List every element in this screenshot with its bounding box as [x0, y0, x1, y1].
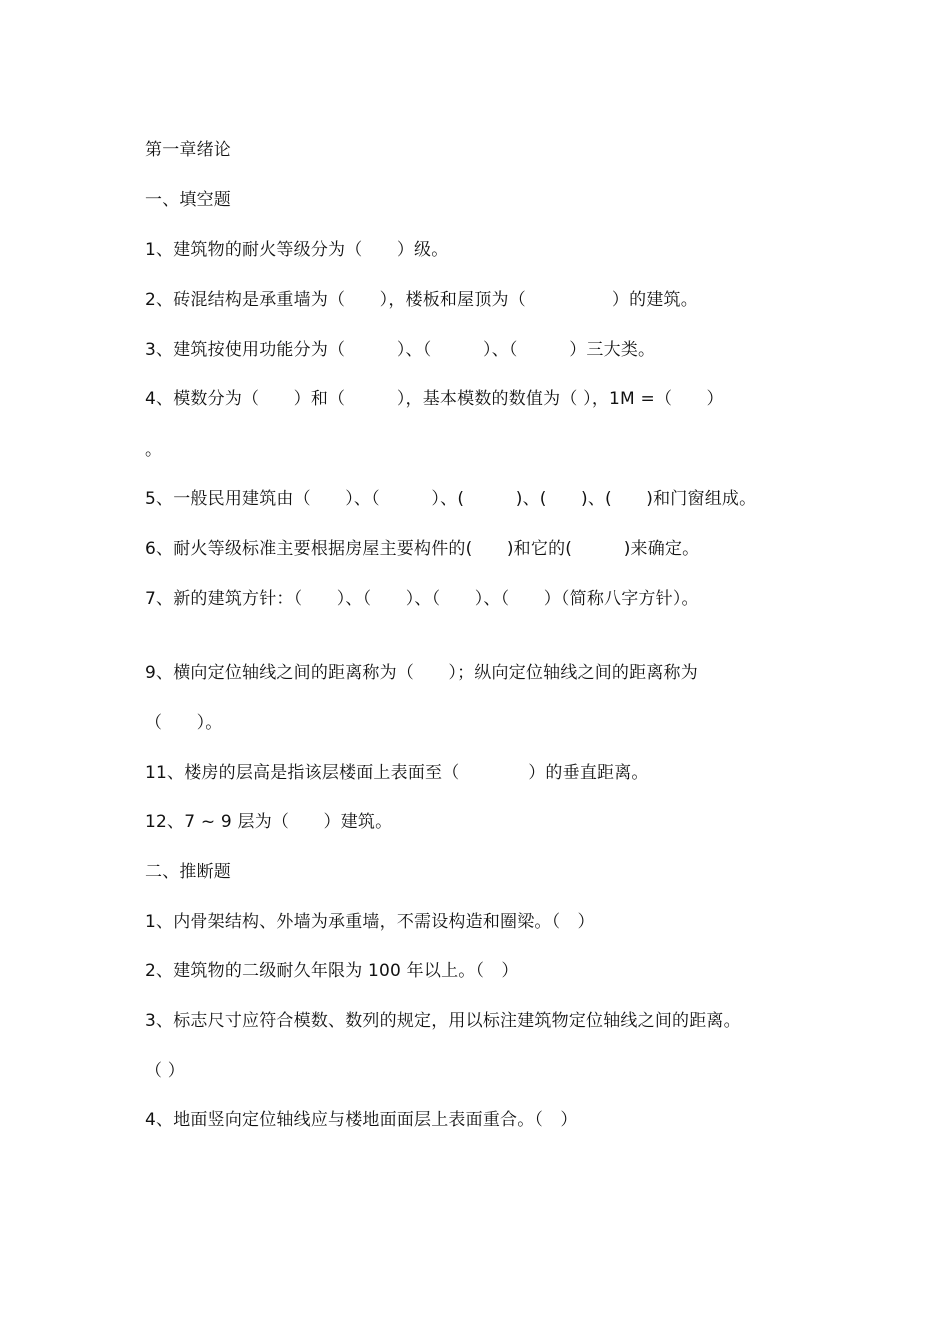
question-judge-2: 2、建筑物的二级耐久年限为 100 年以上。（ ） — [145, 961, 519, 981]
question-fill-5: 5、一般民用建筑由（ ）、（ ）、( )、( )、( )和门窗组成。 — [145, 489, 757, 509]
question-fill-7: 7、新的建筑方针：（ ）、（ ）、（ ）、（ ）（简称八字方针）。 — [145, 589, 699, 609]
question-fill-9: 9、横向定位轴线之间的距离称为（ ）；纵向定位轴线之间的距离称为 — [145, 663, 698, 683]
question-fill-4: 4、模数分为（ ）和（ ），基本模数的数值为（ ），1M =（ ） — [145, 389, 724, 409]
section-heading-judgement: 二、推断题 — [145, 862, 231, 882]
question-fill-1: 1、建筑物的耐火等级分为（ ）级。 — [145, 240, 449, 260]
question-fill-12: 12、7 ~ 9 层为（ ）建筑。 — [145, 812, 393, 832]
question-fill-3: 3、建筑按使用功能分为（ ）、（ ）、（ ）三大类。 — [145, 340, 656, 360]
question-judge-4: 4、地面竖向定位轴线应与楼地面面层上表面重合。（ ） — [145, 1110, 578, 1130]
section-heading-fill-blank: 一、填空题 — [145, 190, 231, 210]
question-judge-3-continuation: （ ） — [145, 1061, 186, 1081]
question-judge-3: 3、标志尺寸应符合模数、数列的规定，用以标注建筑物定位轴线之间的距离。 — [145, 1011, 741, 1031]
question-fill-6: 6、耐火等级标准主要根据房屋主要构件的( )和它的( )来确定。 — [145, 539, 700, 559]
question-fill-2: 2、砖混结构是承重墙为（ ），楼板和屋顶为（ ）的建筑。 — [145, 290, 698, 310]
question-fill-4-continuation: 。 — [145, 440, 163, 460]
question-judge-1: 1、内骨架结构、外墙为承重墙，不需设构造和圈梁。（ ） — [145, 912, 595, 932]
question-fill-11: 11、楼房的层高是指该层楼面上表面至（ ）的垂直距离。 — [145, 763, 649, 783]
question-fill-9-continuation: （ ）。 — [145, 713, 223, 733]
chapter-title: 第一章绪论 — [145, 140, 231, 160]
